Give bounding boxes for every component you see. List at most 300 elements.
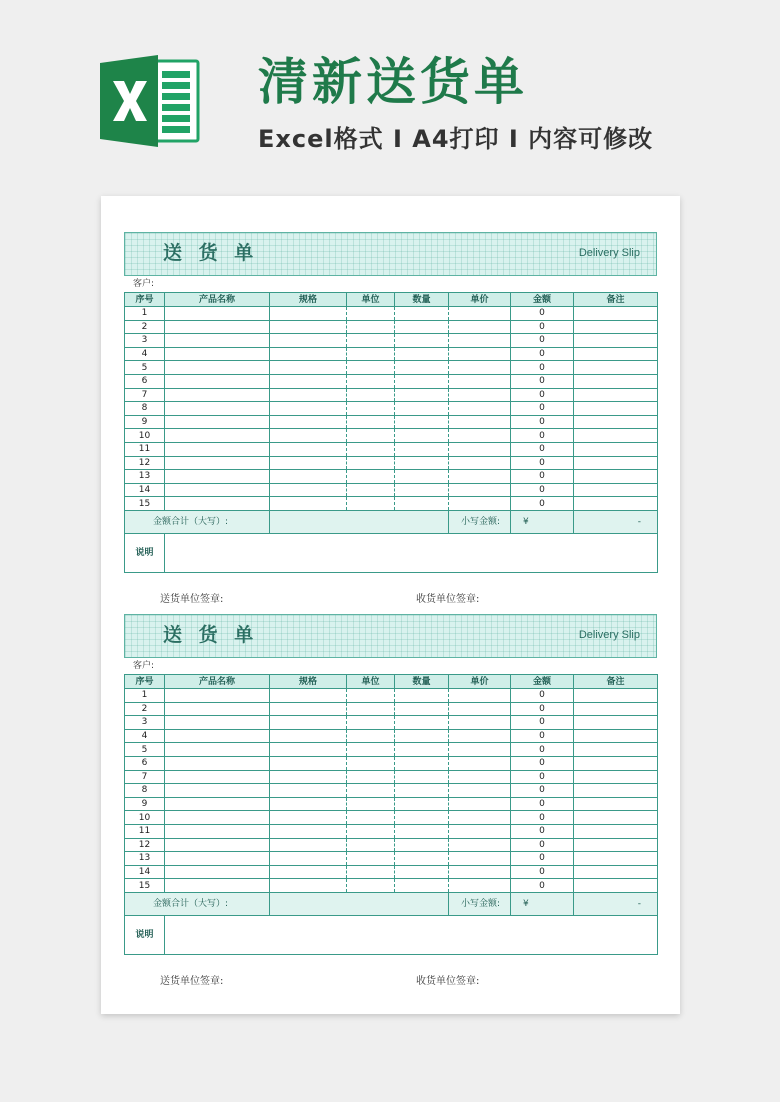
editable-cell[interactable] [165,824,270,838]
note-field[interactable] [165,533,658,572]
editable-cell[interactable] [165,347,270,361]
sender-signature-label: 送货单位签章: [160,976,224,987]
amount-cell[interactable]: 0 [511,824,574,838]
amount-cell[interactable]: 0 [511,334,574,348]
note-label: 说明 [125,915,165,954]
sender-signature-label: 送货单位签章: [160,594,224,605]
editable-cell[interactable] [449,879,511,893]
row-number: 3 [125,716,165,730]
amount-cell[interactable]: 0 [511,797,574,811]
amount-cell[interactable]: 0 [511,784,574,798]
editable-cell[interactable] [347,334,395,348]
row-number: 6 [125,756,165,770]
amount-cell[interactable]: 0 [511,415,574,429]
table-header-row [125,675,658,689]
editable-cell[interactable] [270,824,347,838]
slip-title: 送 货 单 [163,624,259,646]
table-row [125,865,658,879]
editable-cell[interactable] [574,483,658,497]
editable-cell[interactable] [270,388,347,402]
row-number: 1 [125,307,165,321]
editable-cell[interactable] [395,374,449,388]
editable-cell[interactable] [270,702,347,716]
editable-cell[interactable] [165,497,270,511]
column-header: 序号 [125,675,165,689]
editable-cell[interactable] [574,852,658,866]
editable-cell[interactable] [449,415,511,429]
editable-cell[interactable] [347,415,395,429]
editable-cell[interactable] [165,852,270,866]
editable-cell[interactable] [395,402,449,416]
column-header: 数量 [395,293,449,307]
amount-cell[interactable]: 0 [511,307,574,321]
editable-cell[interactable] [574,756,658,770]
editable-cell[interactable] [270,784,347,798]
editable-cell[interactable] [449,374,511,388]
row-number: 5 [125,743,165,757]
currency-symbol: ¥ [511,892,574,915]
editable-cell[interactable] [395,811,449,825]
table-row [125,456,658,470]
editable-cell[interactable] [395,756,449,770]
editable-cell[interactable] [574,811,658,825]
editable-cell[interactable] [270,770,347,784]
editable-cell[interactable] [347,729,395,743]
editable-cell[interactable] [270,374,347,388]
editable-cell[interactable] [574,865,658,879]
editable-cell[interactable] [395,743,449,757]
amount-cell[interactable]: 0 [511,852,574,866]
table-row [125,770,658,784]
editable-cell[interactable] [165,743,270,757]
column-header: 金额 [511,293,574,307]
amount-cell[interactable]: 0 [511,497,574,511]
table-row [125,797,658,811]
editable-cell[interactable] [395,879,449,893]
table-row [125,415,658,429]
editable-cell[interactable] [449,770,511,784]
editable-cell[interactable] [449,852,511,866]
row-number: 6 [125,374,165,388]
editable-cell[interactable] [449,320,511,334]
column-header: 产品名称 [165,293,270,307]
editable-cell[interactable] [165,865,270,879]
row-number: 13 [125,470,165,484]
editable-cell[interactable] [449,442,511,456]
editable-cell[interactable] [165,838,270,852]
editable-cell[interactable] [574,374,658,388]
table-row [125,442,658,456]
editable-cell[interactable] [574,361,658,375]
editable-cell[interactable] [395,865,449,879]
editable-cell[interactable] [165,374,270,388]
editable-cell[interactable] [449,756,511,770]
editable-cell[interactable] [270,689,347,703]
editable-cell[interactable] [395,689,449,703]
editable-cell[interactable] [395,797,449,811]
row-number: 1 [125,689,165,703]
editable-cell[interactable] [347,374,395,388]
editable-cell[interactable] [449,483,511,497]
editable-cell[interactable] [574,415,658,429]
column-header: 单位 [347,293,395,307]
page-subtitle: Excel格式 I A4打印 I 内容可修改 [258,125,654,153]
editable-cell[interactable] [574,456,658,470]
editable-cell[interactable] [449,865,511,879]
amount-cell[interactable]: 0 [511,483,574,497]
editable-cell[interactable] [449,797,511,811]
editable-cell[interactable] [574,743,658,757]
row-number: 14 [125,865,165,879]
total-cn-value[interactable] [270,892,449,915]
editable-cell[interactable] [449,347,511,361]
row-number: 13 [125,852,165,866]
editable-cell[interactable] [347,743,395,757]
editable-cell[interactable] [165,415,270,429]
editable-cell[interactable] [270,347,347,361]
note-field[interactable] [165,915,658,954]
column-header: 单价 [449,675,511,689]
editable-cell[interactable] [347,442,395,456]
amount-cell[interactable]: 0 [511,865,574,879]
editable-cell[interactable] [574,797,658,811]
column-header: 单价 [449,293,511,307]
row-number: 8 [125,784,165,798]
editable-cell[interactable] [395,334,449,348]
column-header: 数量 [395,675,449,689]
editable-cell[interactable] [270,334,347,348]
editable-cell[interactable] [574,770,658,784]
amount-cell[interactable]: 0 [511,729,574,743]
editable-cell[interactable] [449,716,511,730]
total-cn-label: 金额合计（大写）: [125,510,270,533]
editable-cell[interactable] [347,756,395,770]
editable-cell[interactable] [347,838,395,852]
slip-header [124,232,657,276]
editable-cell[interactable] [395,361,449,375]
editable-cell[interactable] [347,497,395,511]
editable-cell[interactable] [574,729,658,743]
editable-cell[interactable] [165,729,270,743]
page-title: 清新送货单 [258,53,528,111]
table-row [125,497,658,511]
amount-cell[interactable]: 0 [511,402,574,416]
editable-cell[interactable] [449,456,511,470]
table-row [125,483,658,497]
amount-cell[interactable]: 0 [511,456,574,470]
row-number: 11 [125,824,165,838]
editable-cell[interactable] [270,415,347,429]
table-row [125,689,658,703]
total-row [125,892,658,915]
column-header: 规格 [270,293,347,307]
editable-cell[interactable] [449,388,511,402]
editable-cell[interactable] [347,770,395,784]
editable-cell[interactable] [395,429,449,443]
table-row [125,743,658,757]
editable-cell[interactable] [270,497,347,511]
editable-cell[interactable] [347,429,395,443]
amount-cell[interactable]: 0 [511,429,574,443]
editable-cell[interactable] [165,334,270,348]
editable-cell[interactable] [347,456,395,470]
customer-label: 客户: [133,661,155,671]
editable-cell[interactable] [574,442,658,456]
editable-cell[interactable] [270,756,347,770]
editable-cell[interactable] [449,334,511,348]
editable-cell[interactable] [270,456,347,470]
editable-cell[interactable] [347,388,395,402]
amount-cell[interactable]: 0 [511,716,574,730]
row-number: 7 [125,388,165,402]
editable-cell[interactable] [165,470,270,484]
column-header: 备注 [574,675,658,689]
amount-cell[interactable]: 0 [511,770,574,784]
editable-cell[interactable] [395,824,449,838]
customer-label: 客户: [133,279,155,289]
editable-cell[interactable] [270,865,347,879]
editable-cell[interactable] [574,716,658,730]
delivery-table [124,674,658,955]
table-row [125,361,658,375]
editable-cell[interactable] [165,402,270,416]
editable-cell[interactable] [395,702,449,716]
editable-cell[interactable] [574,470,658,484]
editable-cell[interactable] [165,442,270,456]
editable-cell[interactable] [270,811,347,825]
note-label: 说明 [125,533,165,572]
editable-cell[interactable] [270,320,347,334]
editable-cell[interactable] [347,824,395,838]
row-number: 10 [125,811,165,825]
editable-cell[interactable] [449,811,511,825]
editable-cell[interactable] [449,838,511,852]
amount-cell[interactable]: 0 [511,702,574,716]
table-row [125,716,658,730]
column-header: 单位 [347,675,395,689]
editable-cell[interactable] [165,797,270,811]
editable-cell[interactable] [165,307,270,321]
table-row [125,824,658,838]
editable-cell[interactable] [165,702,270,716]
editable-cell[interactable] [574,334,658,348]
editable-cell[interactable] [395,483,449,497]
editable-cell[interactable] [449,689,511,703]
receiver-signature-label: 收货单位签章: [416,976,480,987]
column-header: 备注 [574,293,658,307]
excel-logo-icon [100,55,200,147]
editable-cell[interactable] [270,470,347,484]
editable-cell[interactable] [574,838,658,852]
editable-cell[interactable] [574,320,658,334]
editable-cell[interactable] [165,320,270,334]
editable-cell[interactable] [449,497,511,511]
table-row [125,402,658,416]
editable-cell[interactable] [165,784,270,798]
editable-cell[interactable] [270,716,347,730]
editable-cell[interactable] [574,347,658,361]
amount-cell[interactable]: 0 [511,347,574,361]
editable-cell[interactable] [165,456,270,470]
table-header-row [125,293,658,307]
editable-cell[interactable] [449,470,511,484]
slip-title-en: Delivery Slip [578,629,640,641]
editable-cell[interactable] [347,784,395,798]
editable-cell[interactable] [347,716,395,730]
editable-cell[interactable] [347,320,395,334]
document-paper [101,196,680,1014]
amount-cell[interactable]: 0 [511,442,574,456]
editable-cell[interactable] [449,784,511,798]
editable-cell[interactable] [395,456,449,470]
delivery-table [124,292,658,573]
editable-cell[interactable] [165,388,270,402]
editable-cell[interactable] [395,388,449,402]
editable-cell[interactable] [270,307,347,321]
editable-cell[interactable] [395,307,449,321]
table-row [125,429,658,443]
editable-cell[interactable] [395,415,449,429]
editable-cell[interactable] [270,402,347,416]
table-row [125,756,658,770]
note-row [125,533,658,572]
editable-cell[interactable] [395,470,449,484]
editable-cell[interactable] [449,729,511,743]
editable-cell[interactable] [395,838,449,852]
editable-cell[interactable] [270,879,347,893]
editable-cell[interactable] [347,347,395,361]
table-row [125,320,658,334]
editable-cell[interactable] [449,743,511,757]
editable-cell[interactable] [449,702,511,716]
editable-cell[interactable] [270,838,347,852]
editable-cell[interactable] [449,361,511,375]
editable-cell[interactable] [449,307,511,321]
editable-cell[interactable] [395,442,449,456]
row-number: 8 [125,402,165,416]
editable-cell[interactable] [347,361,395,375]
editable-cell[interactable] [395,852,449,866]
editable-cell[interactable] [165,361,270,375]
editable-cell[interactable] [347,811,395,825]
editable-cell[interactable] [347,797,395,811]
editable-cell[interactable] [270,442,347,456]
editable-cell[interactable] [347,852,395,866]
editable-cell[interactable] [270,729,347,743]
editable-cell[interactable] [165,483,270,497]
editable-cell[interactable] [449,402,511,416]
column-header: 产品名称 [165,675,270,689]
amount-cell[interactable]: 0 [511,879,574,893]
total-small-value: - [574,892,658,915]
editable-cell[interactable] [574,497,658,511]
amount-cell[interactable]: 0 [511,756,574,770]
amount-cell[interactable]: 0 [511,320,574,334]
amount-cell[interactable]: 0 [511,361,574,375]
editable-cell[interactable] [395,770,449,784]
editable-cell[interactable] [165,689,270,703]
editable-cell[interactable] [574,307,658,321]
editable-cell[interactable] [347,879,395,893]
editable-cell[interactable] [165,429,270,443]
editable-cell[interactable] [270,429,347,443]
editable-cell[interactable] [395,729,449,743]
currency-symbol: ¥ [511,510,574,533]
editable-cell[interactable] [165,879,270,893]
editable-cell[interactable] [574,784,658,798]
editable-cell[interactable] [347,470,395,484]
editable-cell[interactable] [574,824,658,838]
row-number: 14 [125,483,165,497]
editable-cell[interactable] [574,879,658,893]
editable-cell[interactable] [347,865,395,879]
row-number: 2 [125,702,165,716]
editable-cell[interactable] [347,483,395,497]
editable-cell[interactable] [395,320,449,334]
editable-cell[interactable] [347,402,395,416]
editable-cell[interactable] [395,347,449,361]
table-row [125,879,658,893]
table-row [125,702,658,716]
table-row [125,347,658,361]
editable-cell[interactable] [270,483,347,497]
row-number: 2 [125,320,165,334]
row-number: 5 [125,361,165,375]
slip-header [124,614,657,658]
amount-cell[interactable]: 0 [511,743,574,757]
editable-cell[interactable] [574,388,658,402]
amount-cell[interactable]: 0 [511,689,574,703]
editable-cell[interactable] [270,852,347,866]
editable-cell[interactable] [165,770,270,784]
editable-cell[interactable] [574,429,658,443]
editable-cell[interactable] [165,811,270,825]
editable-cell[interactable] [270,797,347,811]
note-row [125,915,658,954]
editable-cell[interactable] [270,361,347,375]
amount-cell[interactable]: 0 [511,470,574,484]
editable-cell[interactable] [395,497,449,511]
receiver-signature-label: 收货单位签章: [416,594,480,605]
amount-cell[interactable]: 0 [511,388,574,402]
editable-cell[interactable] [347,307,395,321]
editable-cell[interactable] [395,784,449,798]
total-cn-value[interactable] [270,510,449,533]
row-number: 15 [125,497,165,511]
total-small-value: - [574,510,658,533]
editable-cell[interactable] [574,402,658,416]
row-number: 9 [125,797,165,811]
amount-cell[interactable]: 0 [511,374,574,388]
editable-cell[interactable] [347,689,395,703]
slip-title: 送 货 单 [163,242,259,264]
amount-cell[interactable]: 0 [511,838,574,852]
amount-cell[interactable]: 0 [511,811,574,825]
editable-cell[interactable] [347,702,395,716]
row-number: 4 [125,729,165,743]
editable-cell[interactable] [165,756,270,770]
editable-cell[interactable] [574,689,658,703]
column-header: 金额 [511,675,574,689]
editable-cell[interactable] [270,743,347,757]
table-row [125,374,658,388]
editable-cell[interactable] [395,716,449,730]
table-row [125,470,658,484]
editable-cell[interactable] [449,824,511,838]
editable-cell[interactable] [165,716,270,730]
editable-cell[interactable] [449,429,511,443]
editable-cell[interactable] [574,702,658,716]
